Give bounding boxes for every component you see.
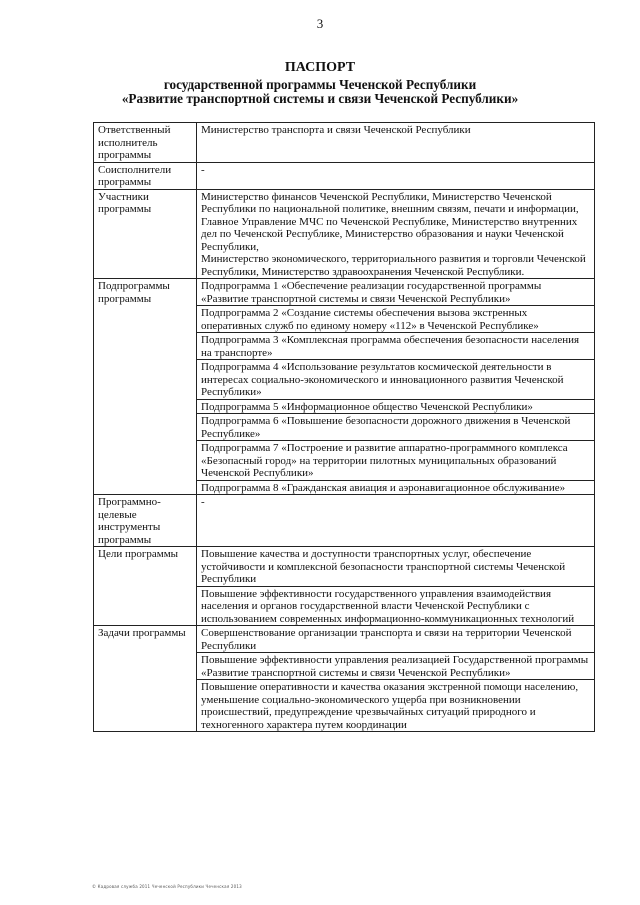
table-row <box>94 123 595 163</box>
row-label-subprograms: Подпрограммы программы <box>94 279 197 495</box>
subprogram-item: Подпрограмма 1 «Обеспечение реализации государственной программы «Развитие транспортной системы и связи Чеченской Республики» <box>197 279 595 306</box>
row-label-instruments: Программно-целевые инструменты программы <box>94 495 197 547</box>
participants-text-2: Министерство экономического, территориального развития и торговли Чеченской Республики, Министерство здравоохранения Чеченской Республики. <box>201 253 586 278</box>
subprogram-item: Подпрограмма 6 «Повышение безопасности дорожного движения в Чеченской Республике» <box>197 414 595 441</box>
document-title: ПАСПОРТ <box>284 60 356 75</box>
row-label-coexecutors: Соисполнители программы <box>94 162 197 189</box>
row-value-coexecutors: - <box>197 162 595 189</box>
row-label-executor: Ответственный исполнитель программы <box>94 123 197 163</box>
table-row <box>94 189 595 279</box>
row-label-participants: Участники программы <box>94 189 197 279</box>
subtitle-line-2: «Развитие транспортной системы и связи Чеченской Республики» <box>121 91 519 106</box>
row-value-executor: Министерство транспорта и связи Чеченской Республики <box>197 123 595 163</box>
document-subtitle <box>0 78 640 106</box>
goal-item: Повышение качества и доступности транспортных услуг, обеспечение устойчивости и комплексной безопасности транспортной системы Чеченской Республики <box>197 547 595 587</box>
subprogram-item: Подпрограмма 7 «Построение и развитие аппаратно-программного комплекса «Безопасный город» на территории пилотных муниципальных образований Чеченской Республики» <box>197 441 595 481</box>
row-label-tasks: Задачи программы <box>94 626 197 732</box>
row-value-instruments: - <box>197 495 595 547</box>
subprogram-item: Подпрограмма 4 «Использование результатов космической деятельности в интересах социально-экономического и инновационного развития Чеченской Республики» <box>197 360 595 400</box>
row-label-goals: Цели программы <box>94 547 197 626</box>
table-row <box>94 495 595 547</box>
page-number: 3 <box>316 16 324 31</box>
row-value-participants <box>197 189 595 279</box>
table-row <box>94 626 595 653</box>
task-item: Совершенствование организации транспорта и связи на территории Чеченской Республики <box>197 626 595 653</box>
passport-table <box>93 122 595 732</box>
subtitle-line-1: государственной программы Чеченской Республики <box>163 77 477 92</box>
task-item: Повышение оперативности и качества оказания экстренной помощи населению, уменьшение социально-экономического ущерба при возникновении происшествий, предупреждение чрезвычайных ситуаций природного и техногенного характера путем координации <box>197 680 595 732</box>
subprogram-item: Подпрограмма 3 «Комплексная программа обеспечения безопасности населения на транспорте» <box>197 333 595 360</box>
footer-print-mark: © Кадровая служба 2011 Чеченской Республики Чеченская 2013 <box>92 884 242 889</box>
table-row <box>94 162 595 189</box>
task-item: Повышение эффективности управления реализацией Государственной программы «Развитие транспортной системы и связи Чеченской Республики» <box>197 653 595 680</box>
table-row <box>94 547 595 587</box>
subprogram-item: Подпрограмма 5 «Информационное общество Чеченской Республики» <box>197 399 595 414</box>
goal-item: Повышение эффективности государственного управления взаимодействия населения и органов государственной власти Чеченской Республики с использованием современных информационно-коммуникационных технологий <box>197 586 595 626</box>
subprogram-item: Подпрограмма 2 «Создание системы обеспечения вызова экстренных оперативных служб по единому номеру «112» в Чеченской Республике» <box>197 306 595 333</box>
subprogram-item: Подпрограмма 8 «Гражданская авиация и аэронавигационное обслуживание» <box>197 480 595 495</box>
participants-text-1: Министерство финансов Чеченской Республики, Министерство Чеченской Республики по национальной политике, внешним связям, печати и информации, Главное Управление МЧС по Чеченской Республике, Министерство внутренних дел по Чеченской Республике, Министерство образования и науки Чеченской Республики, <box>201 190 579 253</box>
table-row <box>94 279 595 306</box>
